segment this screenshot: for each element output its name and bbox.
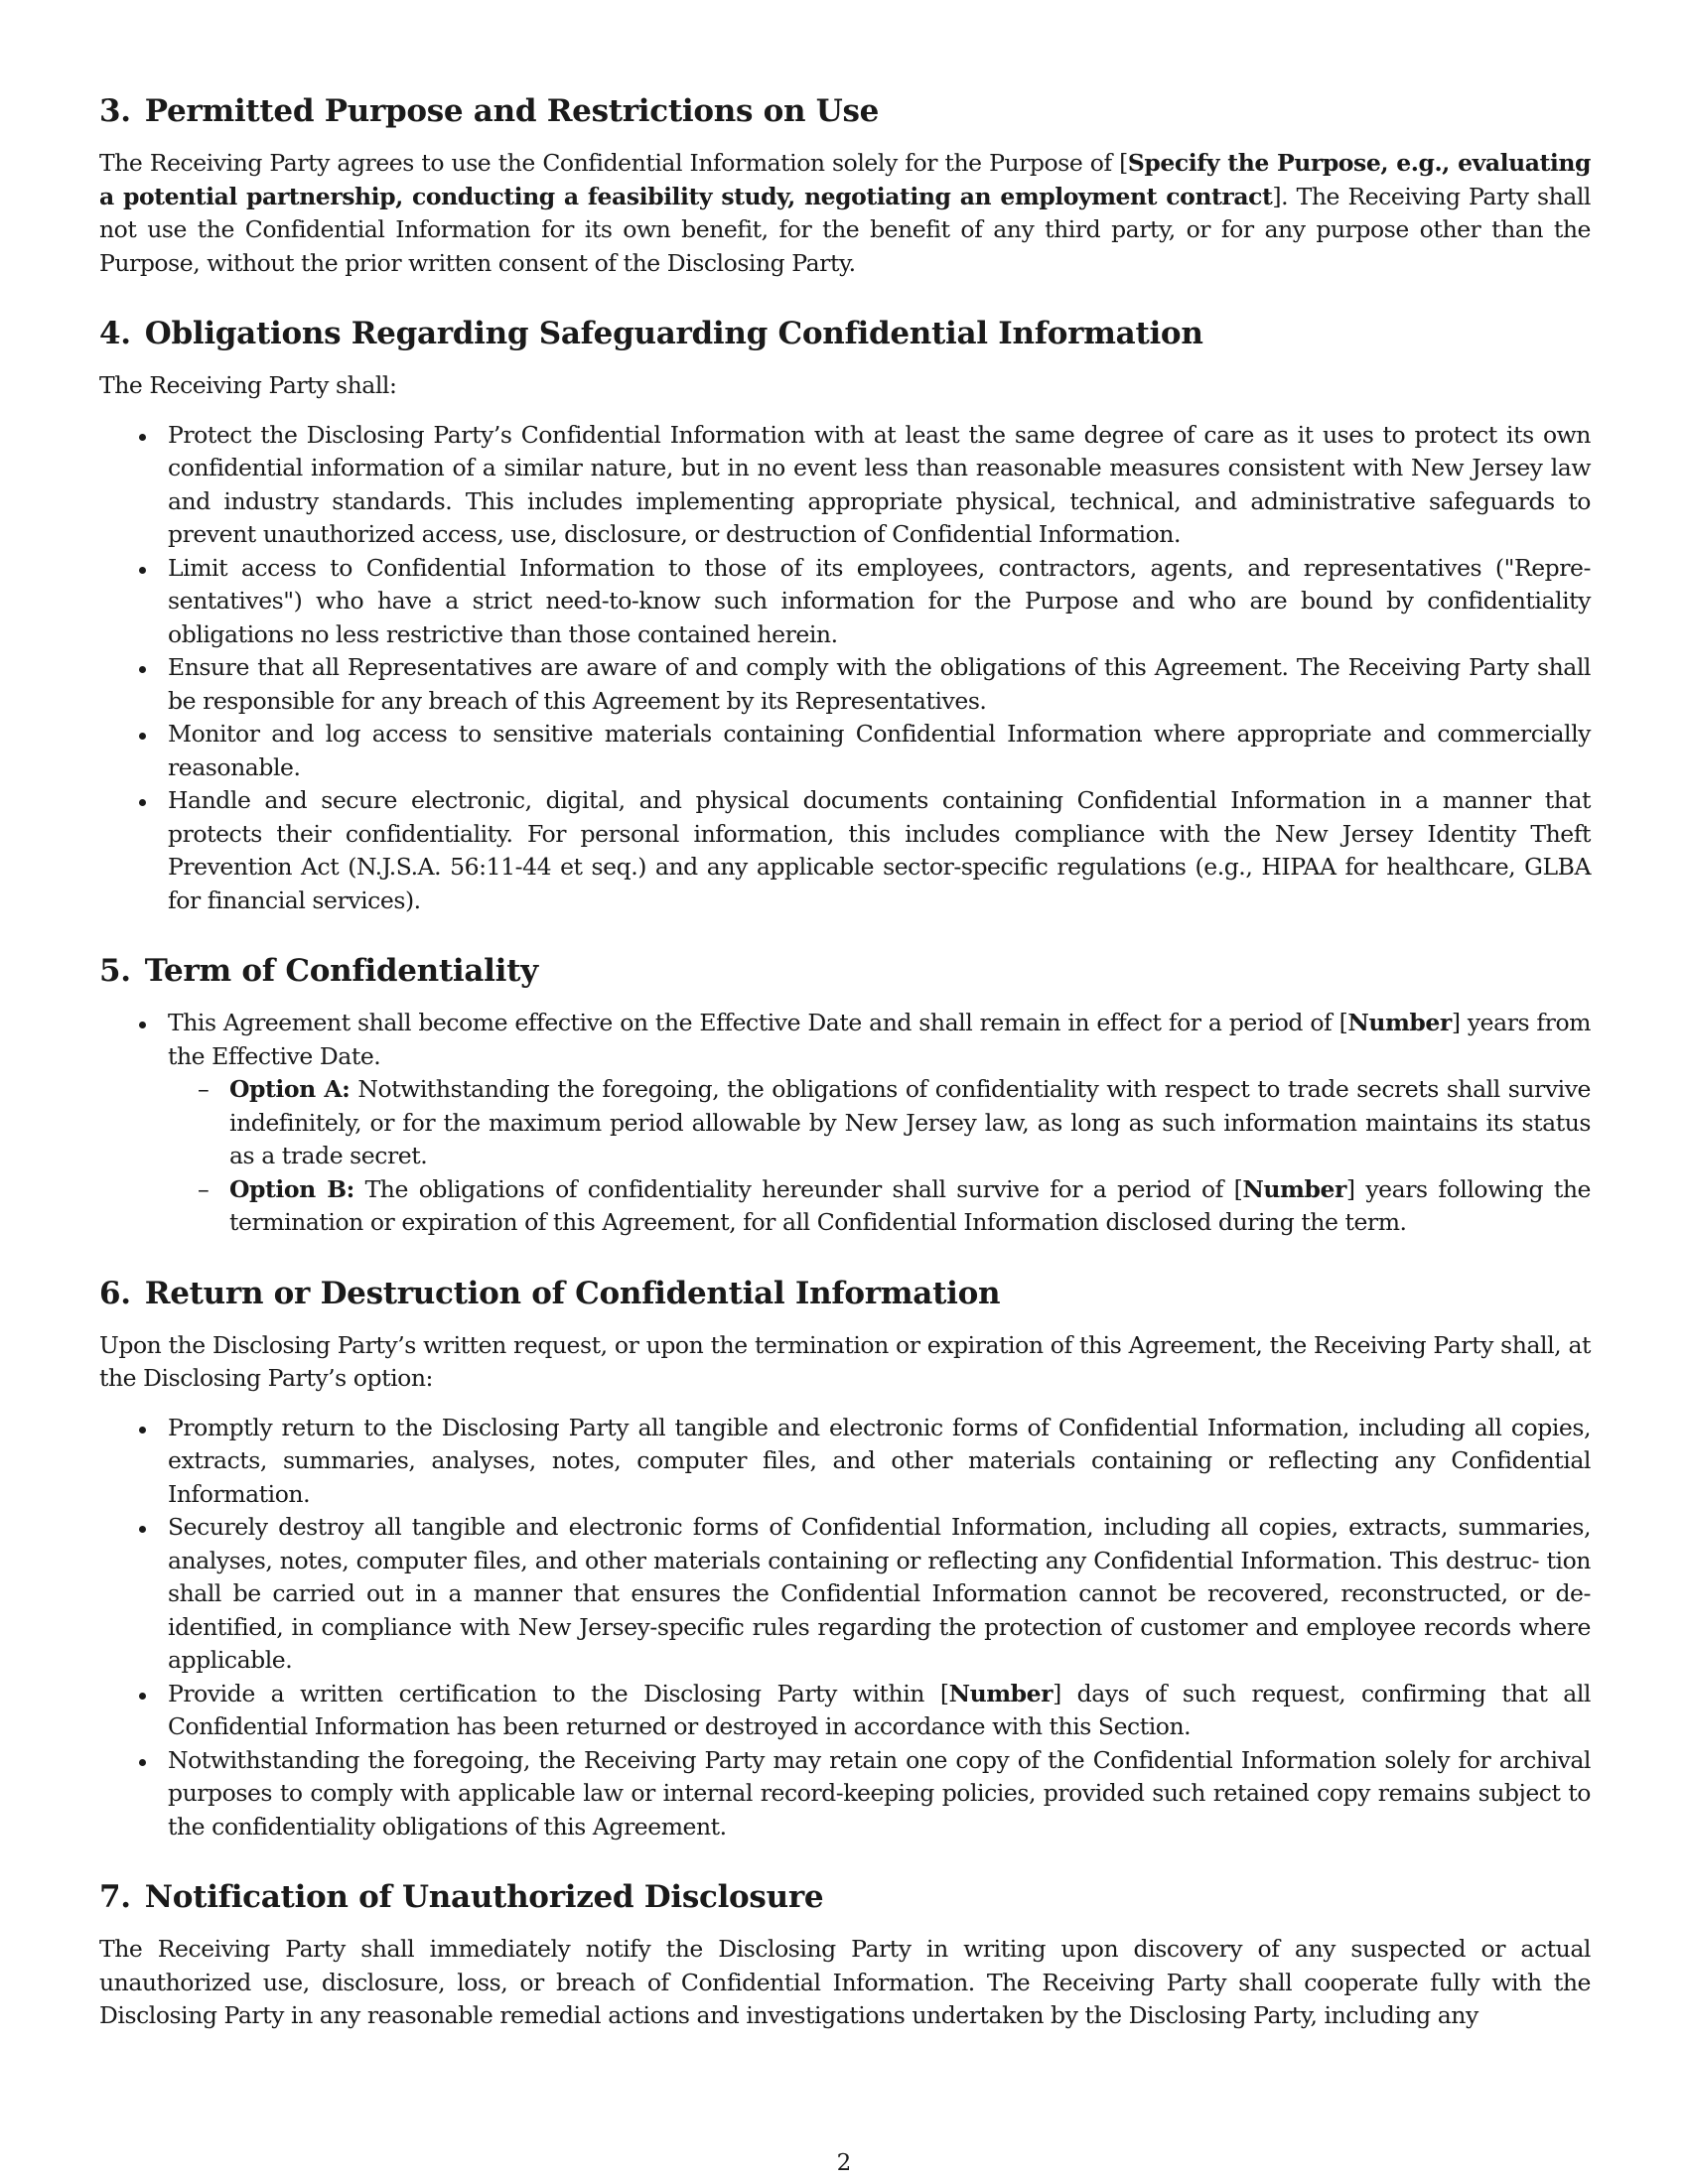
bullet-icon: [139, 434, 146, 441]
section-title: Term of Confidentiality: [144, 953, 538, 989]
return-destruction-list: [99, 1412, 1591, 1844]
section-number: 7.: [99, 1879, 131, 1915]
section-heading: [99, 314, 1591, 353]
section-title: Return or Destruction of Confidential Information: [144, 1275, 1001, 1311]
option-text: Notwithstanding the foregoing, the obligations of confidentiality with respect to trade secrets shall survive indefinitely, or for the maximum period allowable by New Jersey law, as long as such information maintains its status as a trade secret.: [229, 1075, 1592, 1169]
paragraph-text: The Receiving Party agrees to use the Confidential Information solely for the Purpose of [: [99, 149, 1128, 177]
list-item: [99, 784, 1591, 917]
list-item: [99, 1678, 1591, 1744]
section-4: [99, 314, 1591, 917]
list-item-text: ] days of such request, confirming that all Confidential Information has been returned or destroyed in accordance with this Section.: [168, 1679, 1592, 1740]
number-placeholder: Number: [1347, 1009, 1452, 1036]
section-number: 4.: [99, 316, 131, 351]
option-b-item: [168, 1173, 1591, 1240]
list-item-text: Limit access to Confidential Information to those of its employees, contractors, agents, and representatives ("Repre- sentatives") who have a strict need-to-know such information for the Purpose and who are bound by confidentiality obligations no less restrictive than those contained herein.: [168, 553, 1591, 648]
section-title: Permitted Purpose and Restrictions on Use: [144, 93, 880, 129]
bullet-icon: [139, 799, 146, 806]
list-item-text: Ensure that all Representatives are aware of and comply with the obligations of this Agreement. The Receiving Party shall be responsible for any breach of this Agreement by its Representatives.: [168, 653, 1591, 715]
section-heading: [99, 1274, 1591, 1313]
bullet-icon: [139, 1693, 146, 1700]
list-item: [99, 1511, 1591, 1678]
list-item: [99, 552, 1591, 652]
dash-icon: –: [198, 1075, 210, 1103]
document-body: [99, 91, 1591, 2067]
obligations-list: [99, 419, 1591, 918]
section-5: [99, 951, 1591, 1240]
bullet-icon: [139, 1427, 146, 1433]
section-title: Notification of Unauthorized Disclosure: [144, 1879, 824, 1915]
section-number: 5.: [99, 953, 131, 989]
option-text: The obligations of confidentiality hereunder shall survive for a period of [: [353, 1174, 1243, 1203]
paragraph-text: ]. The Receiving Party shall not use the Confidential Information for its own benefit, for the benefit of any third party, or for any purpose other than the Purpose, without the prior written consent of the Disclosing Party.: [99, 182, 1591, 277]
section-paragraph: The Receiving Party shall immediately notify the Disclosing Party in writing upon discovery of any suspected or actual unauthorized use, disclosure, loss, or breach of Confidential Information. The Receiving Party shall cooperate fully with the Disclosing Party in any reasonable remedial actions and investigations undertaken by the Disclosing Party, including any: [99, 1935, 1591, 2029]
bullet-icon: [139, 666, 146, 673]
list-item: [99, 718, 1591, 784]
section-3: [99, 91, 1591, 280]
section-number: 3.: [99, 93, 131, 129]
section-lead: The Receiving Party shall:: [99, 371, 397, 399]
section-lead: Upon the Disclosing Party’s written request, or upon the termination or expiration of this Agreement, the Receiving Party shall, at the Disclosing Party’s option:: [99, 1330, 1591, 1392]
list-item-text: Protect the Disclosing Party’s Confidential Information with at least the same degree of care as it uses to protect its own confidential information of a similar nature, but in no event less than reasonable measures consistent with New Jersey law and industry standards. This includes implementing appropriate physical, technical, and administrative safeguards to prevent unauthorized access, use, disclosure, or destruction of Confidential Information.: [168, 420, 1591, 548]
list-item: [99, 419, 1591, 552]
section-7: [99, 1877, 1591, 2033]
list-item: [99, 1412, 1591, 1512]
list-item: [99, 1007, 1591, 1240]
section-heading: [99, 951, 1591, 991]
list-item: [99, 1744, 1591, 1844]
section-6: [99, 1274, 1591, 1844]
number-placeholder: Number: [948, 1679, 1054, 1707]
section-heading: [99, 1877, 1591, 1917]
term-list: [99, 1007, 1591, 1240]
list-item-text: This Agreement shall become effective on the Effective Date and shall remain in effect for a period of [: [168, 1009, 1348, 1036]
list-item-text: Notwithstanding the foregoing, the Receiving Party may retain one copy of the Confidential Information solely for archival purposes to comply with applicable law or internal record-keeping policies, provided such retained copy remains subject to the confidentiality obligations of this Agreement.: [168, 1745, 1591, 1841]
option-text: ] years following the termination or expiration of this Agreement, for all Confidential Information disclosed during the term.: [229, 1174, 1591, 1236]
dash-icon: –: [198, 1174, 210, 1203]
list-item: [99, 651, 1591, 718]
list-item-text: Securely destroy all tangible and electronic forms of Confidential Information, including all copies, extracts, summaries, analyses, notes, computer files, and other materials containing or reflecting any Confidential Information. This destruc- tion shall be carried out in a manner that ensures the Confidential Information cannot be recovered, reconstructed, or de-identified, in compliance with New Jersey-specific rules regarding the protection of customer and employee records where applicable.: [168, 1513, 1591, 1674]
option-a-item: [168, 1073, 1591, 1173]
bullet-icon: [139, 1022, 146, 1028]
option-label: Option A:: [229, 1075, 351, 1103]
page-number: 2: [836, 2150, 852, 2176]
section-number: 6.: [99, 1275, 131, 1311]
option-label: Option B:: [229, 1174, 354, 1203]
section-heading: [99, 91, 1591, 131]
options-list: [168, 1073, 1591, 1240]
bullet-icon: [139, 733, 146, 740]
list-item-text: Handle and secure electronic, digital, and physical documents containing Confidential Information in a manner that protects their confidentiality. For personal information, this includes compliance with the New Jersey Identity Theft Prevention Act (N.J.S.A. 56:11-44 et seq.) and any applicable sector-specific regulations (e.g., HIPAA for healthcare, GLBA for financial services).: [168, 786, 1591, 914]
section-title: Obligations Regarding Safeguarding Confidential Information: [144, 316, 1203, 351]
list-item-text: Provide a written certification to the Disclosing Party within [: [168, 1679, 949, 1707]
purpose-placeholder: Specify the Purpose, e.g., evaluating a potential partnership, conducting a feasibility study, negotiating an employment contract: [99, 149, 1591, 210]
list-item-text: Promptly return to the Disclosing Party all tangible and electronic forms of Confidential Information, including all copies, extracts, summaries, analyses, notes, computer files, and other materials containing or reflecting any Confidential Information.: [168, 1413, 1591, 1508]
number-placeholder: Number: [1242, 1174, 1346, 1203]
bullet-icon: [139, 1526, 146, 1533]
list-item-text: ] years from the Effective Date.: [168, 1009, 1591, 1070]
bullet-icon: [139, 567, 146, 574]
bullet-icon: [139, 1759, 146, 1766]
list-item-text: Monitor and log access to sensitive materials containing Confidential Information where appropriate and commercially reasonable.: [168, 720, 1591, 781]
section-paragraph: [99, 147, 1591, 280]
